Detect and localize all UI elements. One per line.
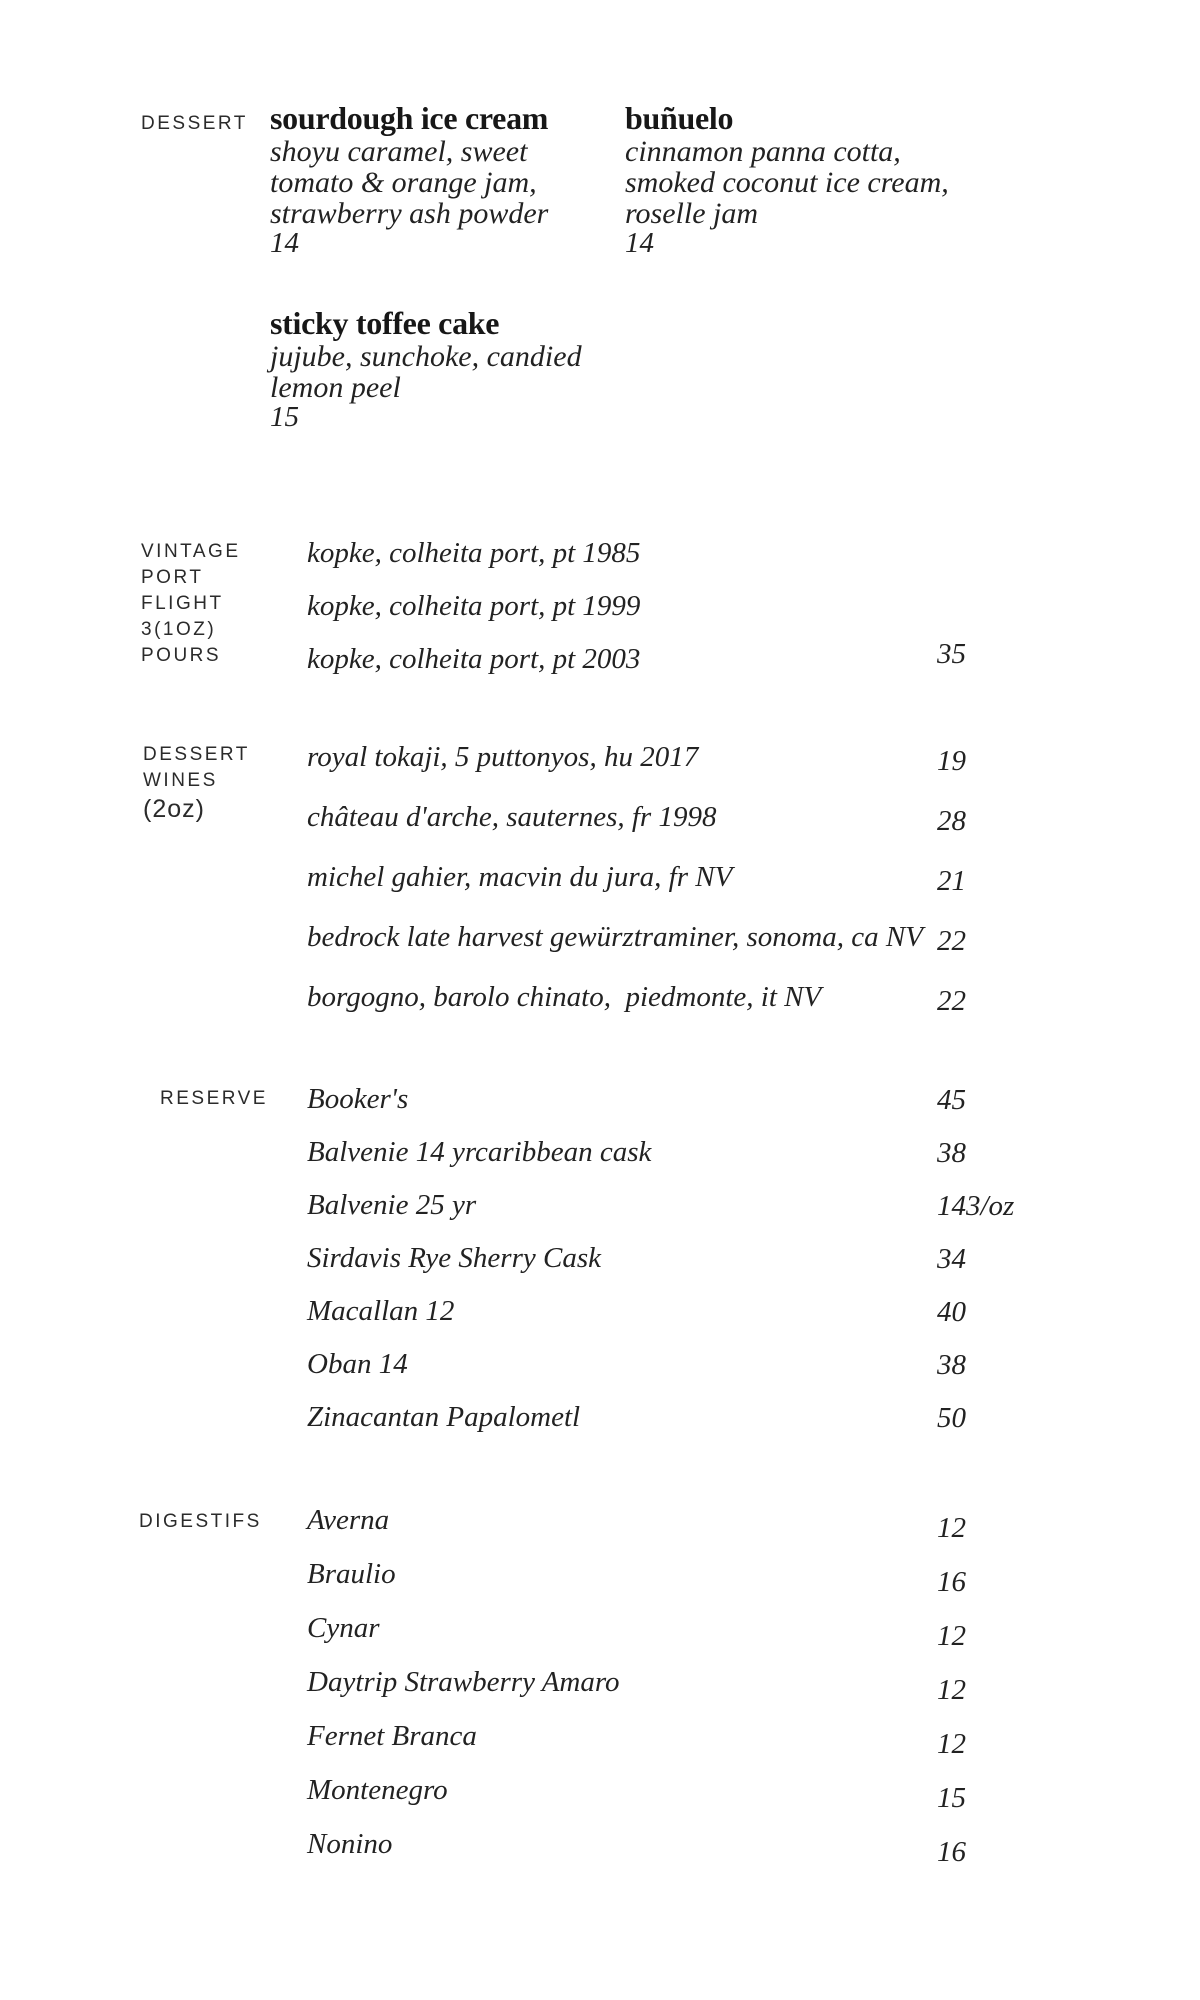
menu-item-name: royal tokaji, 5 puttonyos, hu 2017	[307, 741, 699, 773]
menu-row	[307, 1348, 1010, 1380]
menu-row	[307, 1083, 1010, 1115]
menu-row	[307, 590, 1010, 622]
section-label-dessert: DESSERT	[141, 113, 248, 134]
dessert-item-name: sticky toffee cake	[270, 305, 500, 341]
menu-item-name: Fernet Branca	[307, 1720, 477, 1752]
dessert-item-description	[270, 341, 610, 403]
menu-item-name: Nonino	[307, 1828, 393, 1860]
menu-item-name: bedrock late harvest gewürztraminer, sonoma, ca NV	[307, 921, 923, 953]
label-line: POURS	[141, 645, 222, 666]
dessert-item-price: 14	[625, 227, 654, 259]
description-line: jujube, sunchoke, candied	[270, 340, 582, 373]
menu-row	[307, 1504, 1010, 1544]
description-line: shoyu caramel, sweet	[270, 135, 528, 168]
menu-item-name: Macallan 12	[307, 1295, 455, 1327]
port-flight-list	[307, 537, 1010, 696]
dessert-item-description	[270, 136, 610, 229]
dessert-item-description	[625, 136, 965, 229]
description-line: smoked coconut ice cream,	[625, 166, 949, 199]
label-line: DESSERT	[143, 744, 250, 765]
menu-item-price: 22	[937, 925, 966, 957]
menu-item-name: Booker's	[307, 1083, 409, 1115]
menu-row	[307, 1558, 1010, 1598]
section-label-digestifs: DIGESTIFS	[139, 1511, 262, 1532]
section-label-reserve: RESERVE	[160, 1088, 268, 1109]
menu-item-name: borgogno, barolo chinato, piedmonte, it NV	[307, 981, 822, 1013]
menu-item-name: Montenegro	[307, 1774, 448, 1806]
menu-item-name: Balvenie 25 yr	[307, 1189, 477, 1221]
label-pour-size: (2oz)	[143, 795, 205, 823]
label-line: FLIGHT	[141, 593, 224, 614]
menu-row	[307, 921, 1010, 957]
menu-item-price: 35	[937, 638, 966, 670]
menu-item-price: 12	[937, 1674, 966, 1706]
menu-item-price: 38	[937, 1137, 966, 1169]
menu-item-name: Oban 14	[307, 1348, 408, 1380]
menu-item-name: Averna	[307, 1504, 390, 1536]
dessert-item-sticky-toffee	[270, 305, 610, 433]
label-line: WINES	[143, 770, 218, 791]
menu-row	[307, 1401, 1010, 1433]
menu-item-price: 16	[937, 1836, 966, 1868]
dessert-item-sourdough	[270, 100, 610, 259]
menu-row	[307, 638, 1010, 675]
menu-row	[307, 1666, 1010, 1706]
menu-item-name: Sirdavis Rye Sherry Cask	[307, 1242, 601, 1274]
menu-item-price: 19	[937, 745, 966, 777]
menu-item-price: 15	[937, 1782, 966, 1814]
menu-item-price: 16	[937, 1566, 966, 1598]
menu-item-price: 143/oz	[937, 1190, 1015, 1222]
description-line: cinnamon panna cotta,	[625, 135, 901, 168]
menu-item-price: 28	[937, 805, 966, 837]
description-line: tomato & orange jam,	[270, 166, 537, 199]
label-line: VINTAGE	[141, 541, 241, 562]
menu-row	[307, 1720, 1010, 1760]
reserve-list	[307, 1083, 1015, 1454]
digestifs-list	[307, 1504, 1010, 1882]
menu-item-price: 12	[937, 1512, 966, 1544]
menu-item-name: Cynar	[307, 1612, 380, 1644]
section-label-dessert-wines	[143, 742, 250, 823]
dessert-wines-list	[307, 741, 1010, 1041]
menu-item-price: 12	[937, 1620, 966, 1652]
dessert-item-name: buñuelo	[625, 100, 734, 136]
menu-item-price: 38	[937, 1349, 966, 1381]
menu-item-name: Zinacantan Papalometl	[307, 1401, 581, 1433]
menu-row	[307, 1774, 1010, 1814]
menu-item-price: 40	[937, 1296, 966, 1328]
menu-item-name: Daytrip Strawberry Amaro	[307, 1666, 620, 1698]
menu-item-name: Braulio	[307, 1558, 396, 1590]
menu-row	[307, 1189, 1015, 1222]
menu-item-name: kopke, colheita port, pt 1999	[307, 590, 641, 622]
menu-item-name: château d'arche, sauternes, fr 1998	[307, 801, 717, 833]
menu-row	[307, 1136, 1010, 1168]
menu-item-price: 21	[937, 865, 966, 897]
menu-row	[307, 741, 1010, 777]
menu-row	[307, 861, 1010, 897]
label-line: 3(1OZ)	[141, 619, 217, 640]
menu-row	[307, 1242, 1010, 1274]
section-label-port-flight	[141, 539, 241, 669]
description-line: lemon peel	[270, 371, 401, 404]
dessert-item-price: 15	[270, 401, 299, 433]
menu-row	[307, 801, 1010, 837]
menu-item-name: kopke, colheita port, pt 2003	[307, 643, 641, 675]
menu-item-price: 45	[937, 1084, 966, 1116]
menu-item-name: michel gahier, macvin du jura, fr NV	[307, 861, 733, 893]
menu-row	[307, 537, 1010, 569]
menu-item-price: 34	[937, 1243, 966, 1275]
menu-item-price: 12	[937, 1728, 966, 1760]
menu-row	[307, 981, 1010, 1017]
menu-item-name: Balvenie 14 yrcaribbean cask	[307, 1136, 652, 1168]
menu-item-name: kopke, colheita port, pt 1985	[307, 537, 641, 569]
menu-row	[307, 1295, 1010, 1327]
description-line: strawberry ash powder	[270, 197, 549, 230]
label-line: PORT	[141, 567, 204, 588]
description-line: roselle jam	[625, 197, 759, 230]
dessert-item-price: 14	[270, 227, 299, 259]
dessert-item-name: sourdough ice cream	[270, 100, 549, 136]
dessert-item-bunuelo	[625, 100, 965, 259]
menu-row	[307, 1828, 1010, 1868]
menu-item-price: 22	[937, 985, 966, 1017]
menu-row	[307, 1612, 1010, 1652]
menu-item-price: 50	[937, 1402, 966, 1434]
